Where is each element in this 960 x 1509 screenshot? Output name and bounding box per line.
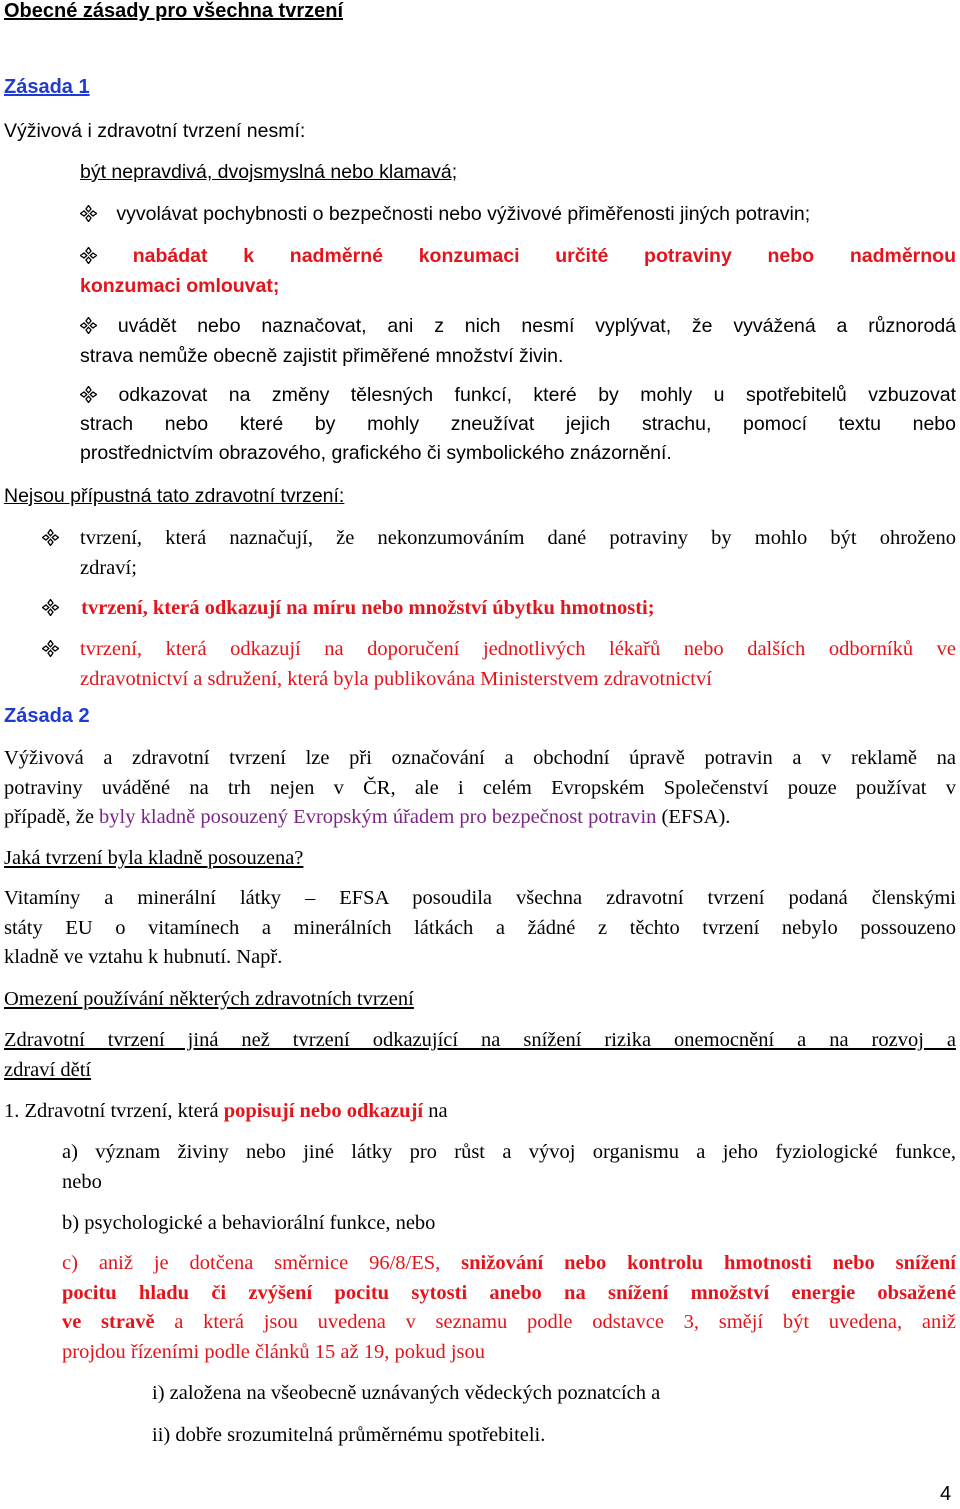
section-heading: Omezení používání některých zdravotních tvrzení — [4, 988, 414, 1010]
numbered-item: 1. Zdravotní tvrzení, která popisují nebo odkazují na — [4, 1100, 448, 1122]
list-item: a) význam živiny nebo jiné látky pro růst a vývoj organismu a jeho fyziologické funkce, nebo — [62, 1141, 956, 1193]
section-heading: Zdravotní tvrzení jiná než tvrzení odkazující na snížení rizika onemocnění a na rozvoj a zdraví dětí — [4, 1029, 956, 1081]
page-number: 4 — [940, 1483, 952, 1505]
diamond-bullet-icon — [80, 317, 97, 334]
list-item: tvrzení, která odkazují na míru nebo množství úbytku hmotnosti; — [42, 593, 655, 623]
question-heading: Jaká tvrzení byla kladně posouzena? — [4, 847, 304, 869]
diamond-bullet-icon — [80, 386, 97, 403]
list-item: být nepravdivá, dvojsmyslná nebo klamavá; — [80, 161, 458, 183]
page-title: Obecné zásady pro všechna tvrzení — [4, 0, 344, 22]
diamond-bullet-icon — [42, 599, 59, 616]
vitamins-paragraph: Vitamíny a minerální látky – EFSA posoudila všechna zdravotní tvrzení podaná členskými státy EU o vitamínech a minerálních látkách a žádné z těchto tvrzení nebylo possouzeno kladně ve vztahu k hubnutí. Např. — [4, 887, 956, 968]
zasada-2-paragraph: Výživová a zdravotní tvrzení lze při označování a obchodní úpravě potravin a v reklamě na potraviny uváděné na trh nejen v ČR, ale i celém Evropském Společenství pouze používat v případě, že byly kladně posouzený Evropským úřadem pro bezpečnost potravin (EFSA). — [4, 747, 956, 828]
list-item: c) aniž je dotčena směrnice 96/8/ES, snižování nebo kontrolu hmotnosti nebo snížení pocitu hladu či zvýšení pocitu sytosti anebo na snížení množství energie obsažené ve stravě a která jsou uvedena v seznamu podle odstavce 3, smějí být uvedena, aniž projdou řízeními podle článků 15 až 19, pokud jsou — [62, 1252, 956, 1363]
diamond-bullet-icon — [80, 247, 97, 264]
zasada-1-heading: Zásada 1 — [4, 76, 90, 98]
list-item: odkazovat na změny tělesných funkcí, které by mohly u spotřebitelů vzbuzovat strach nebo které by mohly zneužívat jejich strachu, pomocí textu nebo prostřednictvím obrazového, grafického či symbolického znázornění. — [80, 384, 956, 464]
list-item: tvrzení, která odkazují na doporučení jednotlivých lékařů nebo dalších odborníků ve zdravotnictví a sdružení, která byla publikována Ministerstvem zdravotnictví — [42, 634, 956, 694]
list-item: uvádět nebo naznačovat, ani z nich nesmí vyplývat, že vyvážená a různorodá strava nemůže obecně zajistit přiměřené množství živin. — [80, 315, 957, 367]
diamond-bullet-icon — [42, 529, 59, 546]
list-item: i) založena na všeobecně uznávaných vědeckých poznatcích a — [152, 1382, 661, 1404]
list-item: vyvolávat pochybnosti o bezpečnosti nebo výživové přiměřenosti jiných potravin; — [80, 199, 810, 229]
diamond-bullet-icon — [80, 205, 97, 222]
diamond-bullet-icon — [42, 640, 59, 657]
zasada-1-intro: Výživová i zdravotní tvrzení nesmí: — [4, 120, 306, 142]
list-item: b) psychologické a behaviorální funkce, nebo — [62, 1212, 436, 1234]
list-item: nabádat k nadměrné konzumaci určité potraviny nebo nadměrnou konzumaci omlouvat; — [80, 245, 956, 297]
section-heading: Nejsou přípustná tato zdravotní tvrzení: — [4, 485, 345, 507]
zasada-2-heading: Zásada 2 — [4, 705, 90, 727]
list-item: tvrzení, která naznačují, že nekonzumováním dané potraviny by mohlo být ohroženo zdraví; — [42, 523, 956, 583]
list-item: ii) dobře srozumitelná průměrnému spotřebiteli. — [152, 1424, 546, 1446]
